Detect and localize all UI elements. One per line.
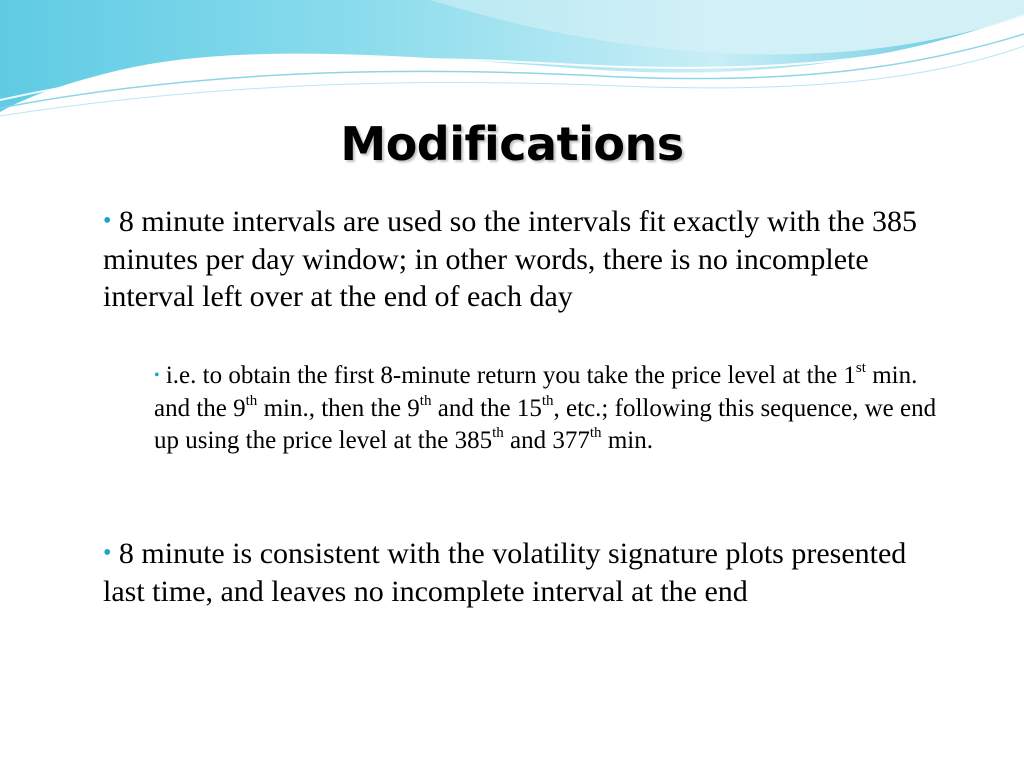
bullet-intervals xyxy=(103,203,933,316)
sub-bullet-text-5: , etc.; following this sequence, we end up using the price level at the 385 xyxy=(154,394,937,454)
sub-bullet-text-4: and the 15 xyxy=(431,394,542,422)
bullet-marker: • xyxy=(103,208,112,234)
sub-bullet-marker: • xyxy=(154,367,160,384)
header-wave-decoration xyxy=(0,0,1024,120)
ordinal-suffix: th xyxy=(419,392,432,409)
sub-bullet-text-7: min. xyxy=(601,427,653,454)
slide-title: Modifications xyxy=(340,117,684,171)
sub-bullet-text-1: i.e. to obtain the first 8-minute return you take the price level at the 1 xyxy=(165,362,856,389)
sub-bullet-text-6: and 377 xyxy=(503,427,590,454)
ordinal-suffix: st xyxy=(855,359,866,376)
ordinal-suffix: th xyxy=(492,424,504,441)
bullet-text: 8 minute intervals are used so the intervals fit exactly with the 385 minutes per day window; in other words, there is no incomplete interval left over at the end of each day xyxy=(103,205,918,313)
ordinal-suffix: th xyxy=(589,424,602,441)
bullet-text: 8 minute is consistent with the volatility signature plots presented last time, and leaves no incomplete interval at the end xyxy=(103,537,907,608)
ordinal-suffix: th xyxy=(541,392,554,409)
sub-bullet-example xyxy=(154,360,954,458)
bullet-volatility xyxy=(103,535,933,610)
ordinal-suffix: th xyxy=(245,392,258,409)
sub-bullet-text-2: min. and the 9 xyxy=(154,362,918,422)
sub-bullet-text-3: min., then the 9 xyxy=(257,394,420,422)
bullet-marker: • xyxy=(103,540,112,566)
